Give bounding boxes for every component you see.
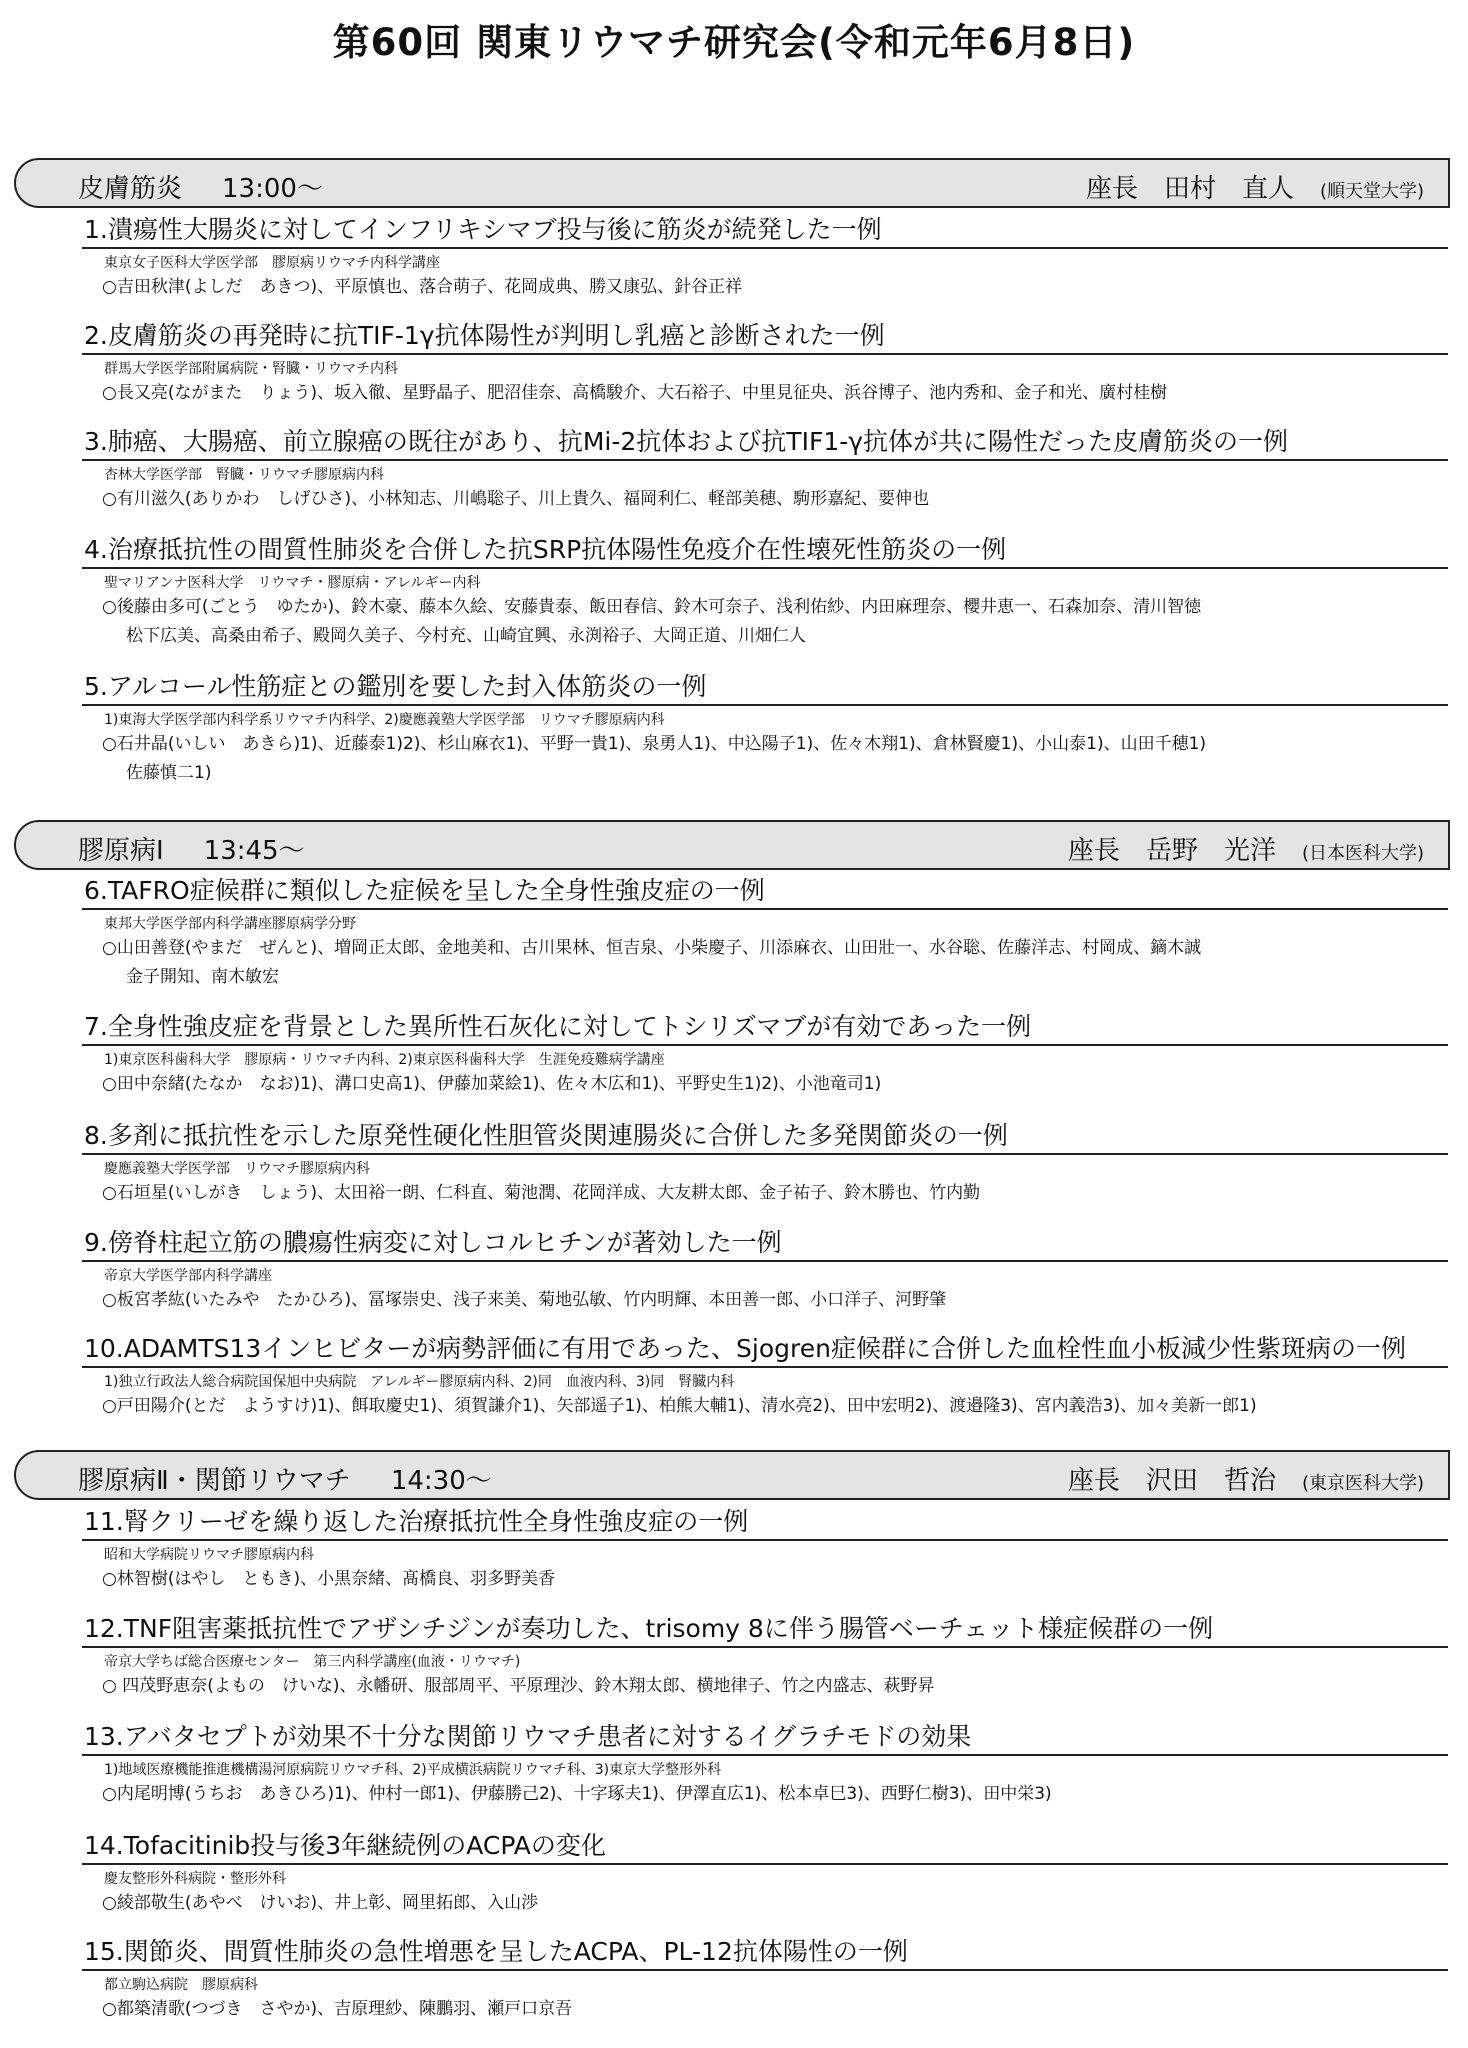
presentation-title: 15.関節炎、間質性肺炎の急性増悪を呈したACPA、PL-12抗体陽性の一例 xyxy=(82,1935,1448,1971)
chair-affiliation: (日本医科大学) xyxy=(1301,843,1424,864)
presentation-8 xyxy=(82,1119,1448,1208)
presentation-authors: ○林智樹(はやし ともき)、小黒奈緒、髙橋良、羽多野美香 xyxy=(102,1569,556,1589)
presentation-authors: ○戸田陽介(とだ ようすけ)1)、餌取慶史1)、須賀謙介1)、矢部遥子1)、柏熊大輔1)、清水亮2)、田中宏明2)、渡邉隆3)、宮内義浩3)、加々美新一郎1) xyxy=(102,1396,1257,1416)
presentation-authors: ○吉田秋津(よしだ あきつ)、平原慎也、落合萌子、花岡成典、勝又康弘、針谷正祥 xyxy=(102,277,743,297)
section-name: 膠原病Ⅱ・関節リウマチ xyxy=(78,1466,351,1496)
presentation-title: 11.腎クリーゼを繰り返した治療抵抗性全身性強皮症の一例 xyxy=(82,1505,1448,1541)
presentation-title: 1.潰瘍性大腸炎に対してインフリキシマブ投与後に筋炎が続発した一例 xyxy=(82,213,1448,249)
presentation-title: 8.多剤に抵抗性を示した原発性硬化性胆管炎関連腸炎に合併した多発関節炎の一例 xyxy=(82,1119,1448,1155)
chair-label: 座長 xyxy=(1067,1466,1120,1496)
presentation-title: 10.ADAMTS13インヒビターが病勢評価に有用であった、Sjogren症候群に合併した血栓性血小板減少性紫斑病の一例 xyxy=(82,1332,1448,1368)
presentation-affiliation: 帝京大学医学部内科学講座 xyxy=(104,1268,272,1284)
presentation-authors: ○石井晶(いしい あきら)1)、近藤泰1)2)、杉山麻衣1)、平野一貴1)、泉勇人1)、中込陽子1)、佐々木翔1)、倉林賢慶1)、小山泰1)、山田千穂1) xyxy=(102,734,1207,754)
chair-name: 沢田 哲治 xyxy=(1145,1466,1276,1496)
presentation-title: 9.傍脊柱起立筋の膿瘍性病変に対しコルヒチンが著効した一例 xyxy=(82,1226,1448,1262)
presentation-affiliation: 東邦大学医学部内科学講座膠原病学分野 xyxy=(104,916,356,932)
section-time: 14:30〜 xyxy=(390,1466,492,1496)
presentation-affiliation: 慶應義塾大学医学部 リウマチ膠原病内科 xyxy=(104,1161,370,1177)
presentation-affiliation: 群馬大学医学部附属病院・腎臓・リウマチ内科 xyxy=(104,361,398,377)
presentation-authors-continued: 松下広美、高桑由希子、殿岡久美子、今村充、山崎宜興、永渕裕子、大岡正道、川畑仁人 xyxy=(126,626,806,646)
presentation-authors: ○山田善登(やまだ ぜんと)、増岡正太郎、金地美和、古川果林、恒吉泉、小柴慶子、川添麻衣、山田壯一、水谷聡、佐藤洋志、村岡成、鏑木誠 xyxy=(102,938,1202,958)
presentation-authors: ○綾部敬生(あやべ けいお)、井上彰、岡里拓郎、入山渉 xyxy=(102,1893,539,1913)
section-time: 13:45〜 xyxy=(203,836,305,866)
presentation-12 xyxy=(82,1612,1448,1701)
presentation-7 xyxy=(82,1010,1448,1099)
presentation-15 xyxy=(82,1935,1448,2024)
section-time: 13:00〜 xyxy=(222,174,323,204)
presentation-affiliation: 1)地域医療機能推進機構湯河原病院リウマチ科、2)平成横浜病院リウマチ科、3)東京大学整形外科 xyxy=(104,1762,722,1778)
presentation-affiliation: 1)東海大学医学部内科学系リウマチ内科学、2)慶應義塾大学医学部 リウマチ膠原病内科 xyxy=(104,712,665,728)
page-title: 第60回 関東リウマチ研究会(令和元年6月8日) xyxy=(332,21,1136,64)
section-header-collagen-disease-1 xyxy=(14,820,1450,870)
presentation-6 xyxy=(82,874,1448,992)
chair-label: 座長 xyxy=(1085,174,1138,204)
presentation-11 xyxy=(82,1505,1448,1594)
chair-label: 座長 xyxy=(1067,836,1120,866)
section-header-dermatomyositis xyxy=(14,158,1450,208)
presentation-affiliation: 1)独立行政法人総合病院国保旭中央病院 アレルギー膠原病内科、2)同 血液内科、3)同 腎臓内科 xyxy=(104,1374,735,1390)
presentation-title: 13.アバタセプトが効果不十分な関節リウマチ患者に対するイグラチモドの効果 xyxy=(82,1720,1448,1756)
presentation-title: 7.全身性強皮症を背景とした異所性石灰化に対してトシリズマブが有効であった一例 xyxy=(82,1010,1448,1046)
presentation-affiliation: 聖マリアンナ医科大学 リウマチ・膠原病・アレルギー内科 xyxy=(104,575,481,591)
presentation-affiliation: 帝京大学ちば総合医療センター 第三内科学講座(血液・リウマチ) xyxy=(104,1654,521,1670)
presentation-authors-continued: 金子開知、南木敏宏 xyxy=(126,967,279,987)
presentation-affiliation: 1)東京医科歯科大学 膠原病・リウマチ内科、2)東京医科歯科大学 生涯免疫難病学講座 xyxy=(104,1052,665,1068)
presentation-title: 12.TNF阻害薬抵抗性でアザシチジンが奏功した、trisomy 8に伴う腸管ベーチェット様症候群の一例 xyxy=(82,1612,1448,1648)
presentation-affiliation: 都立駒込病院 膠原病科 xyxy=(104,1977,258,1993)
presentation-5 xyxy=(82,670,1448,788)
presentation-affiliation: 昭和大学病院リウマチ膠原病内科 xyxy=(104,1547,314,1563)
presentation-authors: ○有川滋久(ありかわ しげひさ)、小林知志、川嶋聡子、川上貴久、福岡利仁、軽部美穂、駒形嘉紀、要伸也 xyxy=(102,489,930,509)
presentation-authors: ○内尾明博(うちお あきひろ)1)、仲村一郎1)、伊藤勝己2)、十字琢夫1)、伊澤直広1)、松本卓巳3)、西野仁樹3)、田中栄3) xyxy=(102,1784,1052,1804)
presentation-title: 5.アルコール性筋症との鑑別を要した封入体筋炎の一例 xyxy=(82,670,1448,706)
presentation-14 xyxy=(82,1829,1448,1918)
presentation-10 xyxy=(82,1332,1448,1421)
section-header-collagen-disease-2-ra xyxy=(14,1450,1450,1500)
presentation-title: 2.皮膚筋炎の再発時に抗TIF-1γ抗体陽性が判明し乳癌と診断された一例 xyxy=(82,319,1448,355)
presentation-2 xyxy=(82,319,1448,408)
presentation-1 xyxy=(82,213,1448,302)
presentation-authors: ○板宮孝紘(いたみや たかひろ)、冨塚崇史、浅子来美、菊地弘敏、竹内明輝、本田善一郎、小口洋子、河野肇 xyxy=(102,1290,947,1310)
presentation-affiliation: 慶友整形外科病院・整形外科 xyxy=(104,1871,286,1887)
presentation-authors: ○長又亮(ながまた りょう)、坂入徹、星野晶子、肥沼佳奈、高橋駿介、大石裕子、中里見征央、浜谷博子、池内秀和、金子和光、廣村桂樹 xyxy=(102,383,1168,403)
chair-affiliation: (東京医科大学) xyxy=(1301,1473,1424,1494)
presentation-title: 3.肺癌、大腸癌、前立腺癌の既往があり、抗Mi-2抗体および抗TIF1-γ抗体が共に陽性だった皮膚筋炎の一例 xyxy=(82,425,1448,461)
presentation-authors: ○ 四茂野恵奈(よもの けいな)、永幡研、服部周平、平原理沙、鈴木翔太郎、横地律子、竹之内盛志、萩野昇 xyxy=(102,1676,935,1696)
presentation-authors: ○石垣星(いしがき しょう)、太田裕一朗、仁科直、菊池潤、花岡洋成、大友耕太郎、金子祐子、鈴木勝也、竹内勤 xyxy=(102,1183,981,1203)
chair-name: 田村 直人 xyxy=(1163,174,1294,204)
presentation-authors-continued: 佐藤慎二1) xyxy=(126,763,212,783)
presentation-3 xyxy=(82,425,1448,514)
presentation-affiliation: 杏林大学医学部 腎臓・リウマチ膠原病内科 xyxy=(104,467,384,483)
presentation-title: 6.TAFRO症候群に類似した症候を呈した全身性強皮症の一例 xyxy=(82,874,1448,910)
chair-affiliation: (順天堂大学) xyxy=(1319,181,1424,202)
presentation-authors: ○都築清歌(つづき さやか)、吉原理紗、陳鵬羽、瀬戸口京吾 xyxy=(102,1999,573,2019)
presentation-4 xyxy=(82,533,1448,651)
presentation-title: 14.Tofacitinib投与後3年継続例のACPAの変化 xyxy=(82,1829,1448,1865)
presentation-authors: ○後藤由多可(ごとう ゆたか)、鈴木豪、藤本久絵、安藤貴泰、飯田春信、鈴木可奈子、浅利佑紗、内田麻理奈、櫻井恵一、石森加奈、清川智徳 xyxy=(102,597,1202,617)
section-name: 皮膚筋炎 xyxy=(78,174,183,204)
chair-name: 岳野 光洋 xyxy=(1145,836,1276,866)
presentation-title: 4.治療抵抗性の間質性肺炎を合併した抗SRP抗体陽性免疫介在性壊死性筋炎の一例 xyxy=(82,533,1448,569)
presentation-affiliation: 東京女子医科大学医学部 膠原病リウマチ内科学講座 xyxy=(104,255,440,271)
section-name: 膠原病Ⅰ xyxy=(78,836,164,866)
presentation-9 xyxy=(82,1226,1448,1315)
presentation-authors: ○田中奈緒(たなか なお)1)、溝口史高1)、伊藤加菜絵1)、佐々木広和1)、平野史生1)2)、小池竜司1) xyxy=(102,1074,882,1094)
presentation-13 xyxy=(82,1720,1448,1809)
